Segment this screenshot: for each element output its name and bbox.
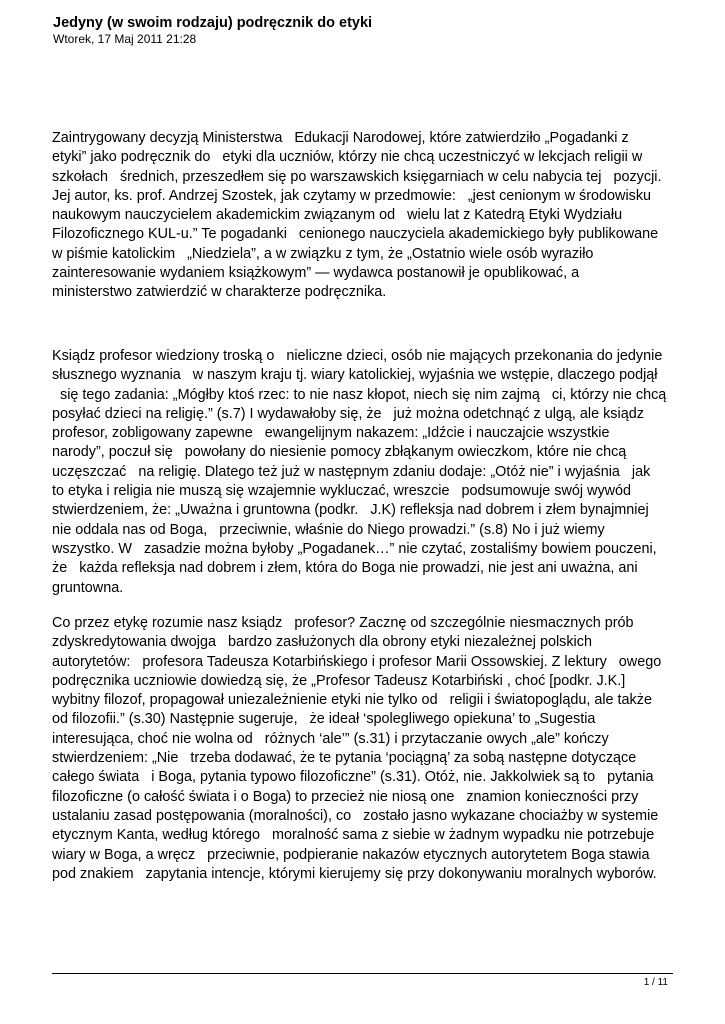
text-line: od filozofii.” (s.30) Następnie sugeruje, że ideał ‘spolegliwego opiekuna’ to „Sugestia	[52, 711, 596, 728]
paragraph-1	[52, 129, 674, 303]
text-line: słusznego wyznania w naszym kraju tj. wiary katolickiej, wyjaśnia we wstępie, dlaczego podjął	[52, 367, 658, 384]
text-line: wszystko. W zasadzie można byłoby „Pogadanek…” nie czytać, zostaliśmy bowiem pouczeni,	[52, 540, 657, 557]
text-line: zdyskredytowania dwojga bardzo zasłużonych dla obrony etyki niezależnej polskich	[52, 634, 592, 651]
text-line: szkołach średnich, przeszedłem się po warszawskich księgarniach w celu nabycia tej pozycji.	[52, 168, 662, 185]
text-line: interesująca, choć nie wolna od różnych ‘ale’” (s.31) i przytaczanie owych „ale” kończy	[52, 730, 609, 747]
paragraph-3	[52, 614, 674, 884]
text-line: całego świata i Boga, pytania typowo filozoficzne” (s.31). Otóż, nie. Jakkolwiek są to pytania	[52, 769, 654, 786]
text-line: ministerstwo zatwierdzić w charakterze podręcznika.	[52, 284, 387, 301]
text-line: narody”, poczuł się powołany do niesienie pomocy zbłąkanym owieczkom, które nie chcą	[52, 444, 627, 461]
document-title: Jedyny (w swoim rodzaju) podręcznik do etyki	[53, 15, 373, 31]
text-line: gruntowna.	[52, 579, 124, 596]
text-line: pod znakiem zapytania intencje, którymi kierujemy się przy dokonywaniu moralnych wyborów.	[52, 865, 657, 882]
page-number: 1 / 11	[643, 977, 668, 988]
text-line: posyłać dzieci na religię.” (s.7) I wydawałoby się, że już można odetchnąć z ulgą, ale ksiądz	[52, 405, 644, 422]
paragraph-2	[52, 347, 674, 598]
document-date: Wtorek, 17 Maj 2011 21:28	[53, 32, 197, 46]
text-line: Ksiądz profesor wiedziony troską o nieliczne dzieci, osób nie mających przekonania do jedynie	[52, 348, 663, 364]
text-line: to etyka i religia nie muszą się wzajemnie wykluczać, wreszcie podsumowuje swój wywód	[52, 483, 632, 500]
text-line: stwierdzeniem: „Nie trzeba dodawać, że te pytania ‘pociągną’ za sobą następne dotyczące	[52, 750, 637, 767]
text-line: nie oddala nas od Boga, przeciwnie, właśnie do Niego prowadzi.” (s.8) No i już wiemy	[52, 521, 605, 538]
text-line: etyki” jako podręcznik do etyki dla uczniów, którzy nie chcą uczestniczyć w lekcjach religii w	[52, 149, 643, 166]
document-header	[53, 15, 673, 46]
text-line: autorytetów: profesora Tadeusza Kotarbińskiego i profesor Marii Ossowskiej. Z lektury owego	[52, 653, 662, 670]
text-line: wiary w Boga, a wręcz przeciwnie, podpieranie nakazów etycznych autorytetem Boga stawia	[52, 846, 650, 863]
text-line: profesor, zobligowany zapewne ewangelijnym nakazem: „Idźcie i nauczajcie wszystkie	[52, 425, 610, 442]
text-line: się tego zadania: „Mógłby ktoś rzec: to nie nasz kłopot, niech się nim zajmą ci, którzy nie chcą	[52, 386, 667, 403]
text-line: w piśmie katolickim „Niedziela”, a w związku z tym, że „Ostatnio wiele osób wyraziło	[52, 245, 594, 262]
text-line: Co przez etykę rozumie nasz ksiądz profesor? Zacznę od szczególnie niesmacznych prób	[52, 615, 634, 631]
text-line: podręcznika uczniowie dowiedzą się, że „Profesor Tadeusz Kotarbiński , choć [podkr. J.K.]	[52, 672, 626, 689]
text-line: etycznym Kanta, według którego moralność sama z siebie w żadnym wypadku nie potrzebuje	[52, 827, 655, 844]
text-line: wybitny filozof, propagował uniezależnienie etyki nie tylko od religii i światopoglądu, ale także	[52, 692, 652, 709]
text-line: ustalaniu zasad postępowania (moralności), co zostało jasno wykazane chociażby w systemie	[52, 807, 659, 824]
text-line: filozoficzne (o całość świata i o Boga) to przecież nie niosą one znamion konieczności przy	[52, 788, 639, 805]
text-line: Jej autor, ks. prof. Andrzej Szostek, jak czytamy w przedmowie: „jest cenionym w środowisku	[52, 187, 652, 204]
text-line: naukowym nauczycielem akademickim związanym od wielu lat z Katedrą Etyki Wydziału	[52, 207, 623, 224]
text-line: Zaintrygowany decyzją Ministerstwa Edukacji Narodowej, które zatwierdziło „Pogadanki z	[52, 130, 629, 146]
text-line: zainteresowanie wydaniem książkowym” — wydawca postanowił je opublikować, a	[52, 265, 580, 282]
footer-divider	[52, 973, 673, 974]
text-line: że każda refleksja nad dobrem i złem, która do Boga nie prowadzi, nie jest ani uważna, ani	[52, 560, 638, 577]
text-line: Filozoficznego KUL-u.” Te pogadanki cenionego nauczyciela akademickiego były publikowane	[52, 226, 659, 243]
text-line: stwierdzeniem, że: „Uważna i gruntowna (podkr. J.K) refleksja nad dobrem i złem bynajmniej	[52, 502, 649, 519]
text-line: uczęszczać na religię. Dlatego też już w następnym zdaniu dodaje: „Otóż nie” i wyjaśnia jak	[52, 463, 651, 480]
